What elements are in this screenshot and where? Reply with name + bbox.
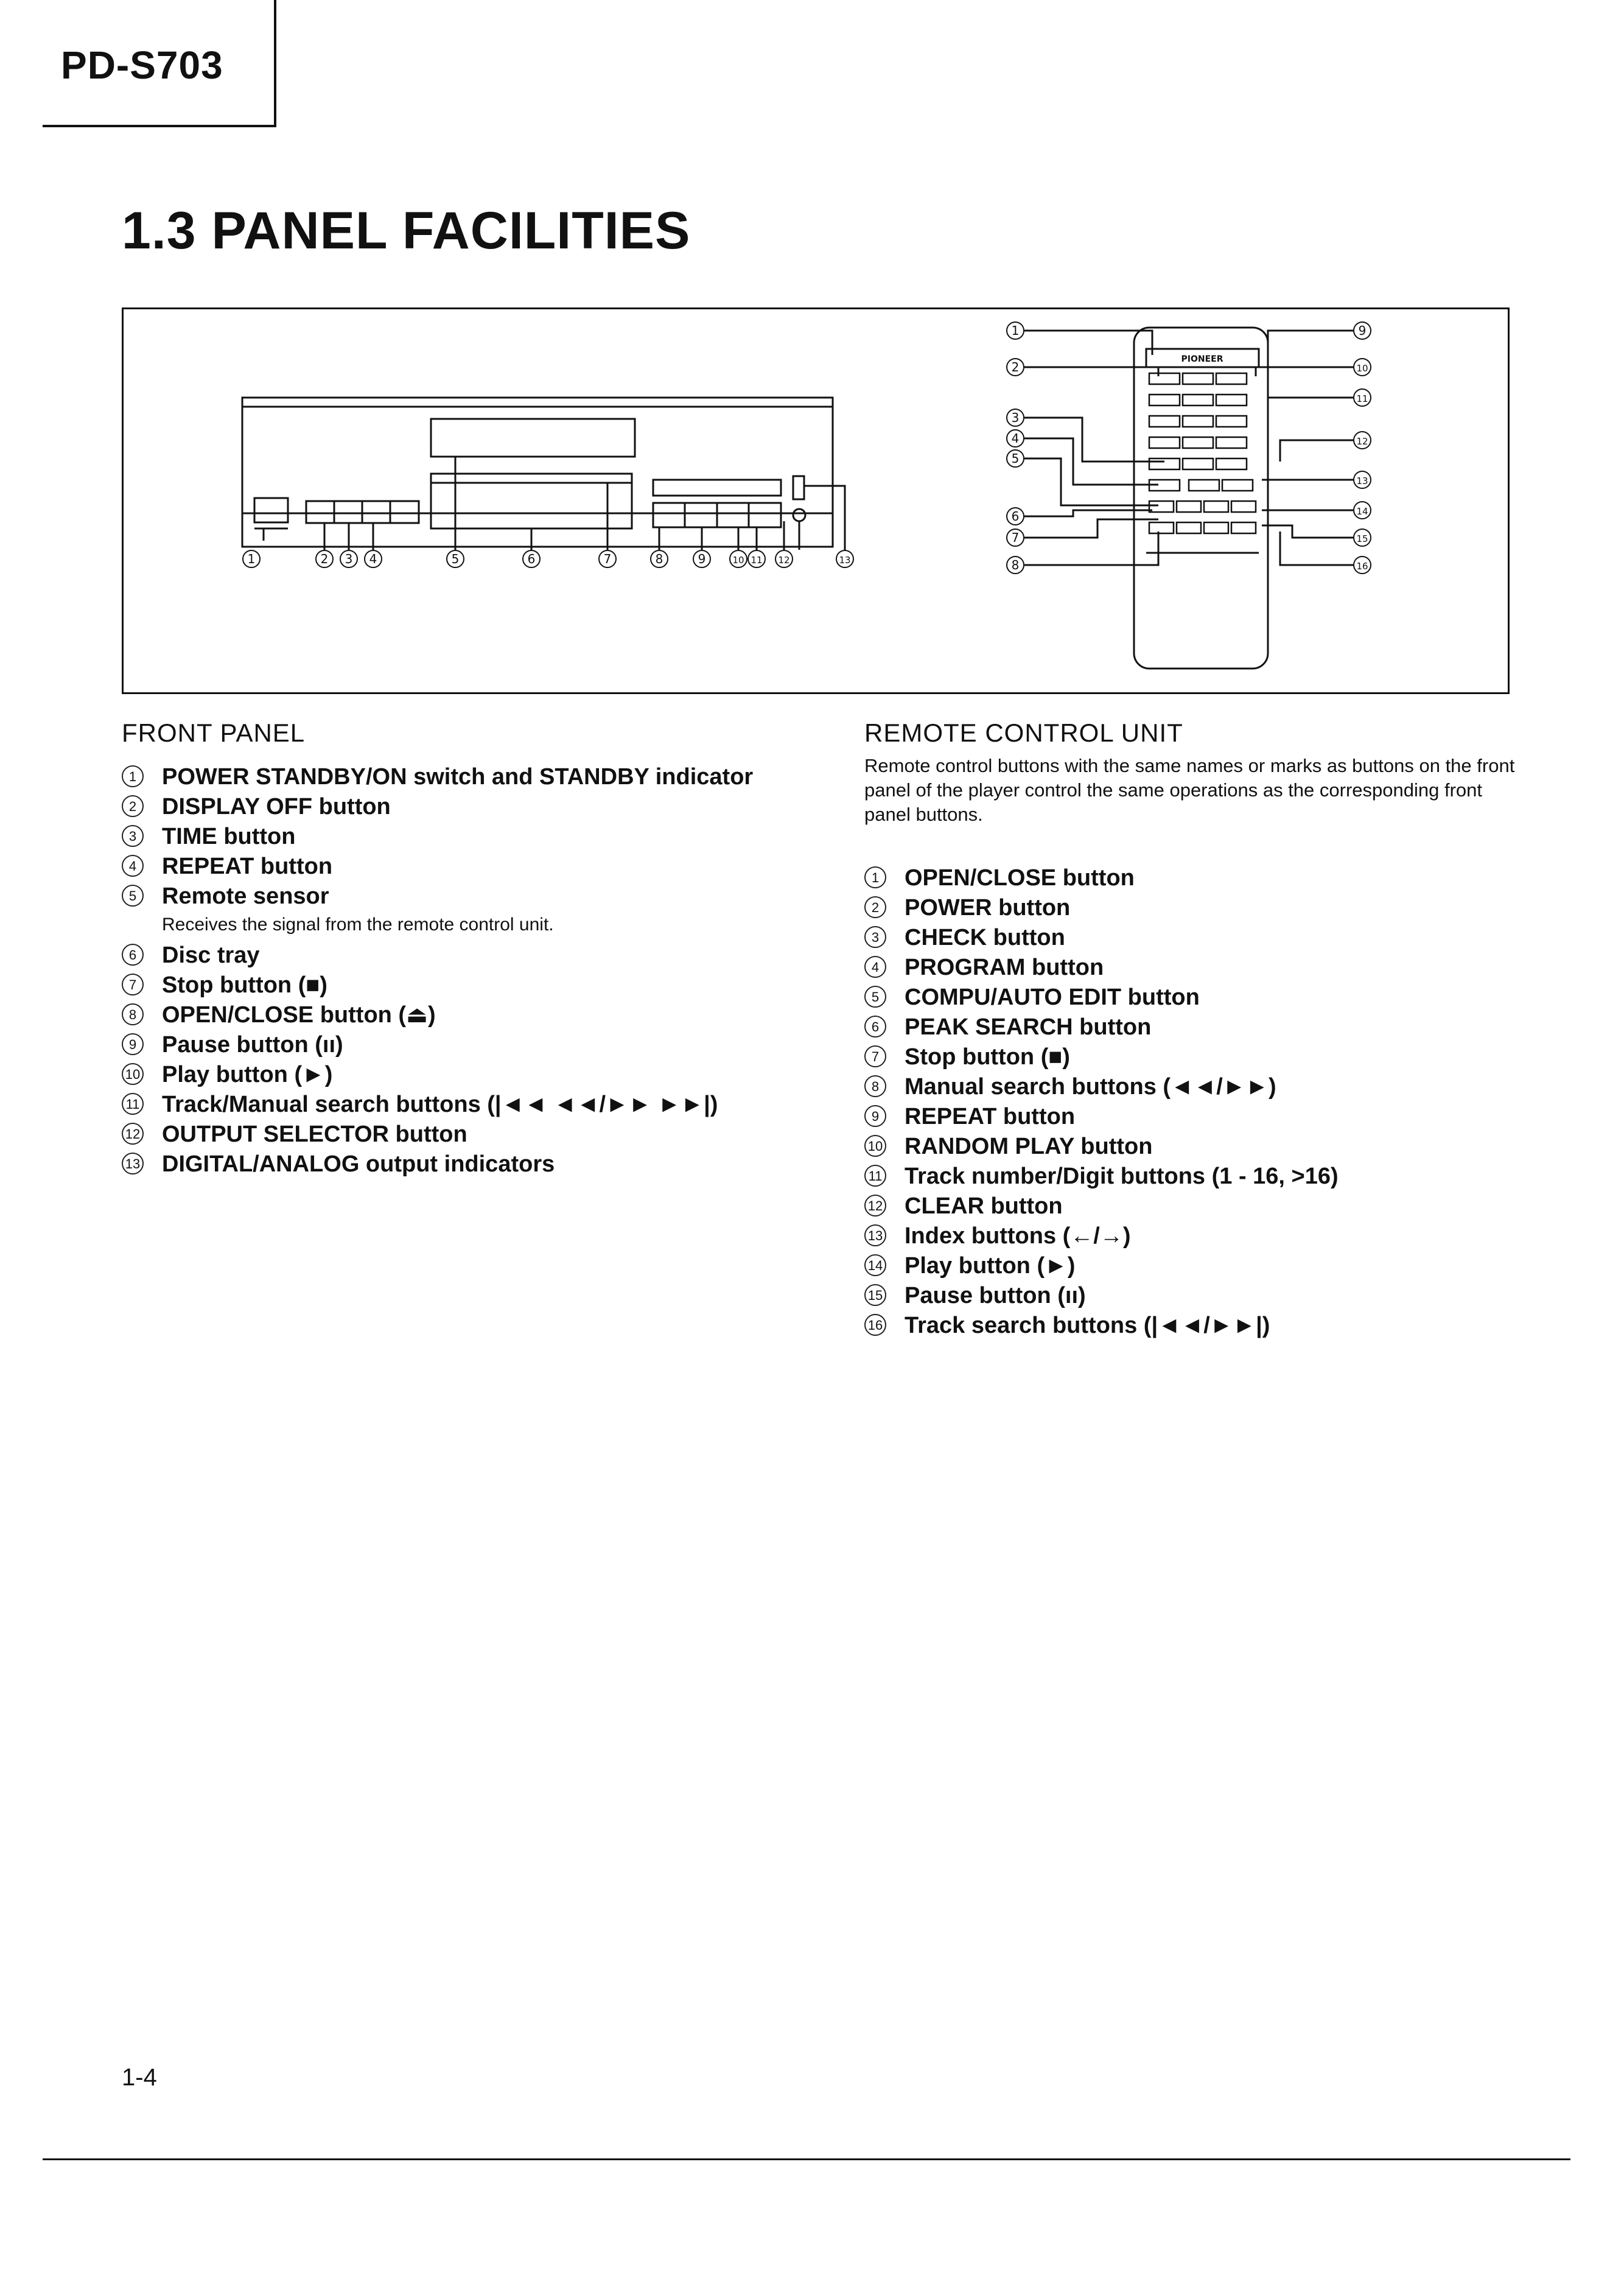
circled-number: 4 (122, 855, 144, 877)
remote-callout-15 (1354, 529, 1371, 546)
remote-item-3 (864, 923, 1528, 953)
circled-number: 8 (864, 1075, 886, 1097)
svg-text:6: 6 (1011, 509, 1020, 524)
remote-control-section (864, 718, 1528, 1341)
front-callout-11 (748, 550, 765, 567)
remote-callout-4 (1007, 430, 1024, 447)
player-display-window (431, 419, 635, 457)
remote-callout-12 (1354, 432, 1371, 449)
front-panel-section (122, 718, 791, 1179)
output-selector-knob (793, 509, 805, 521)
front-callout-13 (836, 550, 853, 567)
circled-number: 9 (864, 1105, 886, 1127)
front-callout-1 (243, 550, 260, 567)
remote-callout-10 (1354, 359, 1371, 376)
svg-text:11: 11 (751, 555, 763, 566)
item-label: Manual search buttons (◄◄/►►) (905, 1074, 1276, 1100)
remote-item-5 (864, 983, 1528, 1013)
svg-text:3: 3 (1011, 410, 1020, 425)
remote-item-16 (864, 1311, 1528, 1341)
front-panel-heading: FRONT PANEL (122, 718, 306, 747)
circled-number: 1 (864, 866, 886, 888)
remote-callout-7 (1007, 529, 1024, 546)
bottom-rule (43, 2158, 1570, 2160)
item-label: Stop button (■) (905, 1044, 1070, 1070)
item-label: COMPU/AUTO EDIT button (905, 985, 1200, 1010)
front-panel-item-5 (122, 882, 791, 911)
front-panel-item-4 (122, 852, 791, 882)
front-callout-2 (316, 550, 333, 567)
panel-drawing (124, 309, 1508, 692)
svg-text:13: 13 (1356, 476, 1368, 486)
item-label: OUTPUT SELECTOR button (162, 1122, 467, 1147)
remote-callout-6 (1007, 508, 1024, 525)
item-label: Track search buttons (|◄◄/►►|) (905, 1313, 1270, 1338)
remote-callout-5 (1007, 450, 1024, 467)
svg-text:16: 16 (1356, 561, 1368, 572)
remote-callout-8 (1007, 556, 1024, 574)
svg-text:11: 11 (1356, 393, 1368, 404)
remote-item-14 (864, 1251, 1528, 1281)
svg-text:5: 5 (1011, 451, 1020, 466)
remote-body-outline (1134, 328, 1268, 669)
item-label: RANDOM PLAY button (905, 1134, 1153, 1159)
item-label: Pause button (ıı) (162, 1032, 343, 1058)
circled-number: 2 (864, 896, 886, 918)
player-body-outline (242, 398, 833, 547)
remote-callout-16 (1354, 556, 1371, 574)
circled-number: 11 (864, 1165, 886, 1187)
circled-number: 6 (864, 1016, 886, 1037)
front-panel-callouts (243, 550, 853, 567)
remote-callout-11 (1354, 389, 1371, 406)
remote-item-1 (864, 863, 1528, 893)
front-callout-3 (340, 550, 357, 567)
remote-item-8 (864, 1072, 1528, 1102)
remote-item-7 (864, 1042, 1528, 1072)
svg-text:14: 14 (1356, 506, 1368, 517)
front-panel-item-5-note: Receives the signal from the remote control unit. (162, 915, 554, 935)
circled-number: 5 (864, 986, 886, 1008)
remote-item-6 (864, 1013, 1528, 1042)
front-callout-6 (523, 550, 540, 567)
item-label: Track/Manual search buttons (|◄◄ ◄◄/►► ►►|) (162, 1092, 718, 1117)
item-label: Disc tray (162, 943, 260, 968)
front-panel-list (122, 762, 791, 1179)
svg-text:15: 15 (1356, 533, 1368, 544)
model-number: PD-S703 (61, 43, 223, 87)
front-panel-item-8 (122, 1000, 791, 1030)
svg-text:12: 12 (1356, 436, 1368, 447)
circled-number: 15 (864, 1284, 886, 1306)
svg-text:7: 7 (1011, 530, 1020, 545)
circled-number: 13 (864, 1224, 886, 1246)
item-label: Remote sensor (162, 883, 329, 909)
svg-text:9: 9 (698, 552, 706, 566)
item-label: Play button (►) (905, 1253, 1076, 1279)
front-callout-12 (775, 550, 793, 567)
front-panel-item-13 (122, 1150, 791, 1179)
item-label: PROGRAM button (905, 955, 1104, 980)
front-panel-item-9 (122, 1030, 791, 1060)
svg-text:2: 2 (1011, 360, 1020, 374)
front-callout-9 (693, 550, 710, 567)
svg-text:12: 12 (778, 555, 790, 566)
remote-item-10 (864, 1132, 1528, 1162)
item-label: OPEN/CLOSE button (⏏) (162, 1002, 436, 1028)
item-label: CHECK button (905, 925, 1065, 950)
remote-brand-label: PIONEER (1181, 354, 1223, 364)
svg-text:4: 4 (369, 552, 377, 566)
svg-text:9: 9 (1358, 323, 1367, 338)
remote-callout-13 (1354, 471, 1371, 488)
remote-item-11 (864, 1162, 1528, 1192)
remote-item-15 (864, 1281, 1528, 1311)
circled-number: 6 (122, 944, 144, 966)
remote-item-4 (864, 953, 1528, 983)
svg-text:10: 10 (732, 555, 744, 566)
remote-item-12 (864, 1192, 1528, 1221)
item-label: Pause button (ıı) (905, 1283, 1086, 1308)
remote-item-2 (864, 893, 1528, 923)
item-label: Index buttons (←/→) (905, 1223, 1131, 1249)
front-callout-7 (599, 550, 616, 567)
circled-number: 5 (122, 885, 144, 907)
svg-text:10: 10 (1356, 363, 1368, 374)
svg-text:5: 5 (451, 552, 460, 566)
front-panel-item-1 (122, 762, 791, 792)
remote-callout-3 (1007, 409, 1024, 426)
front-callout-4 (365, 550, 382, 567)
circled-number: 10 (122, 1063, 144, 1085)
remote-control-heading: REMOTE CONTROL UNIT (864, 718, 1183, 747)
remote-callout-14 (1354, 502, 1371, 519)
circled-number: 9 (122, 1033, 144, 1055)
circled-number: 12 (122, 1123, 144, 1145)
circled-number: 3 (122, 825, 144, 847)
front-panel-item-11 (122, 1090, 791, 1120)
front-panel-item-12 (122, 1120, 791, 1150)
circled-number: 12 (864, 1195, 886, 1216)
item-label: Stop button (■) (162, 972, 327, 998)
remote-control-list (864, 863, 1528, 1341)
svg-text:8: 8 (1011, 558, 1020, 572)
page-number: 1-4 (122, 2064, 157, 2091)
svg-text:8: 8 (655, 552, 663, 566)
front-panel-item-6 (122, 941, 791, 971)
item-label: PEAK SEARCH button (905, 1014, 1152, 1040)
front-callout-10 (730, 550, 747, 567)
front-panel-item-10 (122, 1060, 791, 1090)
front-panel-item-2 (122, 792, 791, 822)
circled-number: 7 (122, 974, 144, 995)
item-label: POWER STANDBY/ON switch and STANDBY indicator (162, 764, 754, 790)
item-label: DISPLAY OFF button (162, 794, 391, 820)
svg-text:1: 1 (1011, 323, 1020, 338)
item-label: CLEAR button (905, 1193, 1063, 1219)
front-callout-5 (447, 550, 464, 567)
circled-number: 13 (122, 1153, 144, 1174)
circled-number: 8 (122, 1003, 144, 1025)
svg-text:2: 2 (320, 552, 329, 566)
circled-number: 16 (864, 1314, 886, 1336)
front-callout-8 (651, 550, 668, 567)
front-panel-item-3 (122, 822, 791, 852)
item-label: TIME button (162, 824, 296, 849)
circled-number: 14 (864, 1254, 886, 1276)
item-label: DIGITAL/ANALOG output indicators (162, 1151, 555, 1177)
power-switch-shape (254, 498, 288, 522)
circled-number: 10 (864, 1135, 886, 1157)
remote-callout-9 (1354, 322, 1371, 339)
circled-number: 7 (864, 1045, 886, 1067)
remote-control-description: Remote control buttons with the same names or marks as buttons on the front panel of the player control the same operations as the corresponding front panel buttons. (864, 755, 1515, 825)
svg-text:6: 6 (527, 552, 536, 566)
svg-text:7: 7 (603, 552, 612, 566)
remote-item-13 (864, 1221, 1528, 1251)
svg-text:4: 4 (1011, 431, 1020, 446)
page-title: 1.3 PANEL FACILITIES (122, 202, 691, 260)
item-label: REPEAT button (162, 854, 333, 879)
circled-number: 11 (122, 1093, 144, 1115)
item-label: Play button (►) (162, 1062, 333, 1087)
item-label: POWER button (905, 895, 1071, 921)
item-label: OPEN/CLOSE button (905, 865, 1135, 891)
panel-illustration (122, 307, 1510, 694)
remote-callout-2 (1007, 359, 1024, 376)
item-label: REPEAT button (905, 1104, 1076, 1129)
item-label: Track number/Digit buttons (1 - 16, >16) (905, 1164, 1339, 1189)
circled-number: 4 (864, 956, 886, 978)
circled-number: 3 (864, 926, 886, 948)
front-panel-item-7 (122, 971, 791, 1000)
remote-item-9 (864, 1102, 1528, 1132)
svg-text:3: 3 (345, 552, 353, 566)
remote-callout-1 (1007, 322, 1024, 339)
circled-number: 2 (122, 795, 144, 817)
circled-number: 1 (122, 765, 144, 787)
svg-text:13: 13 (839, 555, 851, 566)
svg-text:1: 1 (247, 552, 256, 566)
